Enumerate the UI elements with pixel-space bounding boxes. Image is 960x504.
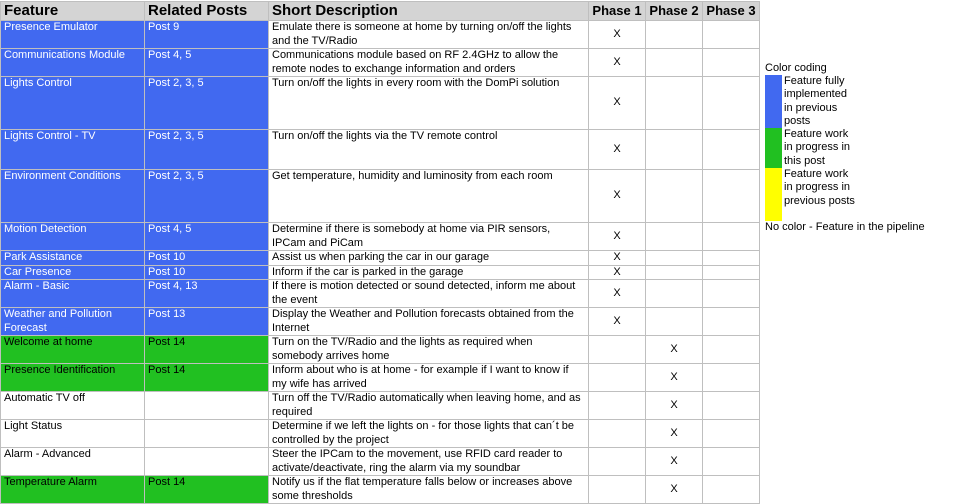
related-posts-cell: Post 2, 3, 5 xyxy=(145,130,269,170)
phase-3-cell xyxy=(703,280,760,308)
feature-cell: Park Assistance xyxy=(1,251,145,266)
legend-item xyxy=(765,75,925,128)
phase-3-cell xyxy=(703,77,760,130)
legend-swatch xyxy=(765,128,782,168)
related-posts-cell: Post 10 xyxy=(145,265,269,280)
table-row xyxy=(1,476,760,504)
table-row xyxy=(1,170,760,223)
table-row xyxy=(1,308,760,336)
table-row xyxy=(1,223,760,251)
legend-label: Feature work in progress in previous posts xyxy=(784,168,855,207)
table-row xyxy=(1,21,760,49)
legend-item xyxy=(765,168,925,221)
feature-cell: Presence Identification xyxy=(1,364,145,392)
phase-1-cell: X xyxy=(589,77,646,130)
phase-3-cell xyxy=(703,448,760,476)
related-posts-cell: Post 4, 5 xyxy=(145,223,269,251)
related-posts-cell: Post 13 xyxy=(145,308,269,336)
phase-2-cell: X xyxy=(646,476,703,504)
phase-3-cell xyxy=(703,420,760,448)
description-cell: Determine if there is somebody at home via PIR sensors, IPCam and PiCam xyxy=(269,223,589,251)
description-cell: Assist us when parking the car in our garage xyxy=(269,251,589,266)
feature-cell: Automatic TV off xyxy=(1,392,145,420)
phase-2-cell xyxy=(646,223,703,251)
table-row xyxy=(1,130,760,170)
phase-2-cell xyxy=(646,130,703,170)
phase-1-cell: X xyxy=(589,308,646,336)
phase-2-cell: X xyxy=(646,420,703,448)
phase-1-cell: X xyxy=(589,251,646,266)
header-feature: Feature xyxy=(1,2,145,21)
phase-2-cell xyxy=(646,21,703,49)
phase-1-cell xyxy=(589,476,646,504)
phase-1-cell: X xyxy=(589,280,646,308)
description-cell: Emulate there is someone at home by turning on/off the lights and the TV/Radio xyxy=(269,21,589,49)
phase-2-cell xyxy=(646,251,703,266)
legend-no-color: No color - Feature in the pipeline xyxy=(765,221,925,234)
table-row xyxy=(1,336,760,364)
phase-1-cell xyxy=(589,448,646,476)
phase-1-cell xyxy=(589,392,646,420)
related-posts-cell: Post 14 xyxy=(145,336,269,364)
table-row xyxy=(1,280,760,308)
description-cell: Determine if we left the lights on - for those lights that can´t be controlled by the project xyxy=(269,420,589,448)
table-row xyxy=(1,265,760,280)
phase-1-cell xyxy=(589,420,646,448)
phase-1-cell xyxy=(589,364,646,392)
phase-2-cell: X xyxy=(646,364,703,392)
feature-cell: Lights Control - TV xyxy=(1,130,145,170)
description-cell: If there is motion detected or sound detected, inform me about the event xyxy=(269,280,589,308)
table-row xyxy=(1,420,760,448)
color-legend xyxy=(765,62,925,234)
phase-2-cell xyxy=(646,308,703,336)
description-cell: Turn off the TV/Radio automatically when leaving home, and as required xyxy=(269,392,589,420)
related-posts-cell xyxy=(145,448,269,476)
description-cell: Inform about who is at home - for example if I want to know if my wife has arrived xyxy=(269,364,589,392)
table-row xyxy=(1,49,760,77)
features-table xyxy=(0,1,760,504)
related-posts-cell: Post 14 xyxy=(145,364,269,392)
description-cell: Communications module based on RF 2.4GHz to allow the remote nodes to exchange information and orders xyxy=(269,49,589,77)
feature-cell: Alarm - Advanced xyxy=(1,448,145,476)
phase-3-cell xyxy=(703,223,760,251)
phase-1-cell xyxy=(589,336,646,364)
phase-2-cell xyxy=(646,170,703,223)
related-posts-cell: Post 10 xyxy=(145,251,269,266)
related-posts-cell: Post 4, 5 xyxy=(145,49,269,77)
table-row xyxy=(1,448,760,476)
feature-cell: Car Presence xyxy=(1,265,145,280)
phase-3-cell xyxy=(703,130,760,170)
phase-2-cell xyxy=(646,265,703,280)
feature-cell: Motion Detection xyxy=(1,223,145,251)
related-posts-cell xyxy=(145,392,269,420)
phase-1-cell: X xyxy=(589,21,646,49)
legend-item xyxy=(765,128,925,168)
feature-cell: Lights Control xyxy=(1,77,145,130)
phase-3-cell xyxy=(703,336,760,364)
phase-3-cell xyxy=(703,364,760,392)
header-short-description: Short Description xyxy=(269,2,589,21)
description-cell: Notify us if the flat temperature falls below or increases above some thresholds xyxy=(269,476,589,504)
phase-3-cell xyxy=(703,49,760,77)
phase-2-cell xyxy=(646,280,703,308)
phase-1-cell: X xyxy=(589,170,646,223)
phase-3-cell xyxy=(703,392,760,420)
legend-label: Feature fully implemented in previous posts xyxy=(784,75,847,127)
header-phase-3: Phase 3 xyxy=(703,2,760,21)
feature-cell: Alarm - Basic xyxy=(1,280,145,308)
description-cell: Turn on/off the lights via the TV remote control xyxy=(269,130,589,170)
related-posts-cell xyxy=(145,420,269,448)
phase-3-cell xyxy=(703,21,760,49)
related-posts-cell: Post 2, 3, 5 xyxy=(145,170,269,223)
phase-3-cell xyxy=(703,308,760,336)
phase-3-cell xyxy=(703,170,760,223)
description-cell: Inform if the car is parked in the garage xyxy=(269,265,589,280)
header-related-posts: Related Posts xyxy=(145,2,269,21)
phase-3-cell xyxy=(703,476,760,504)
related-posts-cell: Post 14 xyxy=(145,476,269,504)
related-posts-cell: Post 9 xyxy=(145,21,269,49)
phase-2-cell xyxy=(646,49,703,77)
legend-label: Feature work in progress in this post xyxy=(784,128,851,167)
table-row xyxy=(1,364,760,392)
phase-1-cell: X xyxy=(589,130,646,170)
table-row xyxy=(1,251,760,266)
phase-2-cell: X xyxy=(646,448,703,476)
phase-2-cell: X xyxy=(646,392,703,420)
description-cell: Turn on/off the lights in every room with the DomPi solution xyxy=(269,77,589,130)
header-phase-1: Phase 1 xyxy=(589,2,646,21)
table-row xyxy=(1,77,760,130)
header-row xyxy=(1,2,760,21)
header-phase-2: Phase 2 xyxy=(646,2,703,21)
table-row xyxy=(1,392,760,420)
feature-cell: Welcome at home xyxy=(1,336,145,364)
description-cell: Steer the IPCam to the movement, use RFID card reader to activate/deactivate, ring the alarm via my soundbar xyxy=(269,448,589,476)
related-posts-cell: Post 2, 3, 5 xyxy=(145,77,269,130)
phase-3-cell xyxy=(703,251,760,266)
legend-swatch xyxy=(765,168,782,221)
feature-cell: Communications Module xyxy=(1,49,145,77)
feature-cell: Presence Emulator xyxy=(1,21,145,49)
feature-cell: Light Status xyxy=(1,420,145,448)
description-cell: Display the Weather and Pollution forecasts obtained from the Internet xyxy=(269,308,589,336)
legend-swatch xyxy=(765,75,782,128)
feature-cell: Weather and Pollution Forecast xyxy=(1,308,145,336)
phase-1-cell: X xyxy=(589,265,646,280)
phase-1-cell: X xyxy=(589,223,646,251)
legend-title: Color coding xyxy=(765,62,827,74)
phase-2-cell xyxy=(646,77,703,130)
related-posts-cell: Post 4, 13 xyxy=(145,280,269,308)
phase-1-cell: X xyxy=(589,49,646,77)
feature-cell: Temperature Alarm xyxy=(1,476,145,504)
description-cell: Get temperature, humidity and luminosity from each room xyxy=(269,170,589,223)
description-cell: Turn on the TV/Radio and the lights as required when somebody arrives home xyxy=(269,336,589,364)
feature-cell: Environment Conditions xyxy=(1,170,145,223)
phase-3-cell xyxy=(703,265,760,280)
phase-2-cell: X xyxy=(646,336,703,364)
